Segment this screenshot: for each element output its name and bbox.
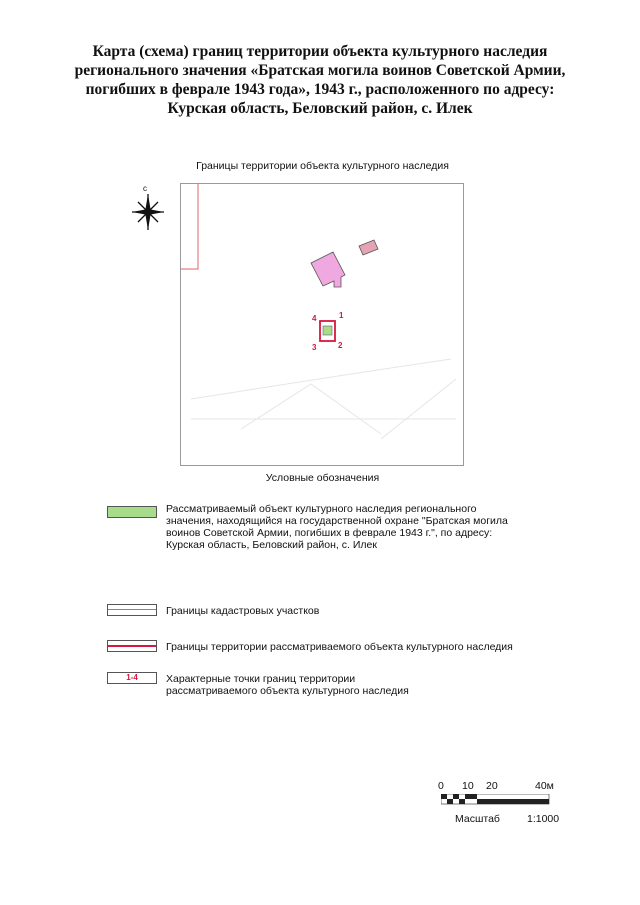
map-canvas — [181, 184, 465, 467]
title-line: Карта (схема) границ территории объекта культурного наследия — [92, 43, 548, 60]
legend-points-line: рассматриваемого объекта культурного наследия — [166, 685, 409, 697]
map-frame — [180, 183, 464, 466]
legend-object-line: значения, находящийся на государственной охране "Братская могила — [166, 515, 508, 527]
legend-heading: Условные обозначения — [265, 472, 380, 484]
point-label-2: 2 — [338, 341, 343, 350]
north-label: с — [143, 184, 147, 193]
point-label-4: 4 — [312, 314, 317, 323]
building-small — [359, 240, 378, 255]
heritage-object — [323, 326, 332, 335]
building — [311, 252, 345, 287]
legend-object-line: Курская область, Беловский район, с. Илек — [166, 539, 377, 551]
legend-text-territory: Границы территории рассматриваемого объекта культурного наследия — [166, 641, 513, 653]
map-heading: Границы территории объекта культурного наследия — [196, 160, 449, 172]
scale-tick-20: 20 — [486, 780, 498, 792]
scale-tick-10: 10 — [462, 780, 474, 792]
title-line: регионального значения «Братская могила воинов Советской Армии, — [74, 62, 566, 79]
scale-bar-graphic — [441, 794, 553, 808]
north-arrow-icon — [126, 182, 170, 234]
road-lines — [191, 359, 456, 439]
title-line: Курская область, Беловский район, с. Илек — [167, 100, 473, 117]
legend-symbol-points: 1-4 — [107, 672, 157, 684]
legend-text-points — [166, 673, 409, 697]
cadastral-border — [181, 184, 198, 269]
scale-tick-40: 40м — [535, 780, 554, 792]
title-line: погибших в феврале 1943 года», 1943 г., расположенного по адресу: — [85, 81, 555, 98]
map-title — [60, 42, 580, 118]
point-label-3: 3 — [312, 343, 317, 352]
legend-text-cadastral: Границы кадастровых участков — [166, 605, 320, 617]
legend-symbol-cadastral — [107, 604, 157, 616]
scale-ratio: 1:1000 — [527, 813, 560, 825]
scale-tick-0: 0 — [438, 780, 444, 792]
legend-text-object — [166, 503, 526, 551]
point-label-1: 1 — [339, 311, 344, 320]
legend-symbol-object — [107, 506, 157, 518]
legend-object-line: воинов Советской Армии, погибших в феврале 1943 г.", по адресу: — [166, 527, 493, 539]
legend-points-line: Характерные точки границ территории — [166, 673, 356, 685]
scale-label: Масштаб — [455, 813, 500, 825]
legend-symbol-territory — [107, 640, 157, 652]
legend-object-line: Рассматриваемый объект культурного наследия регионального — [166, 503, 477, 515]
